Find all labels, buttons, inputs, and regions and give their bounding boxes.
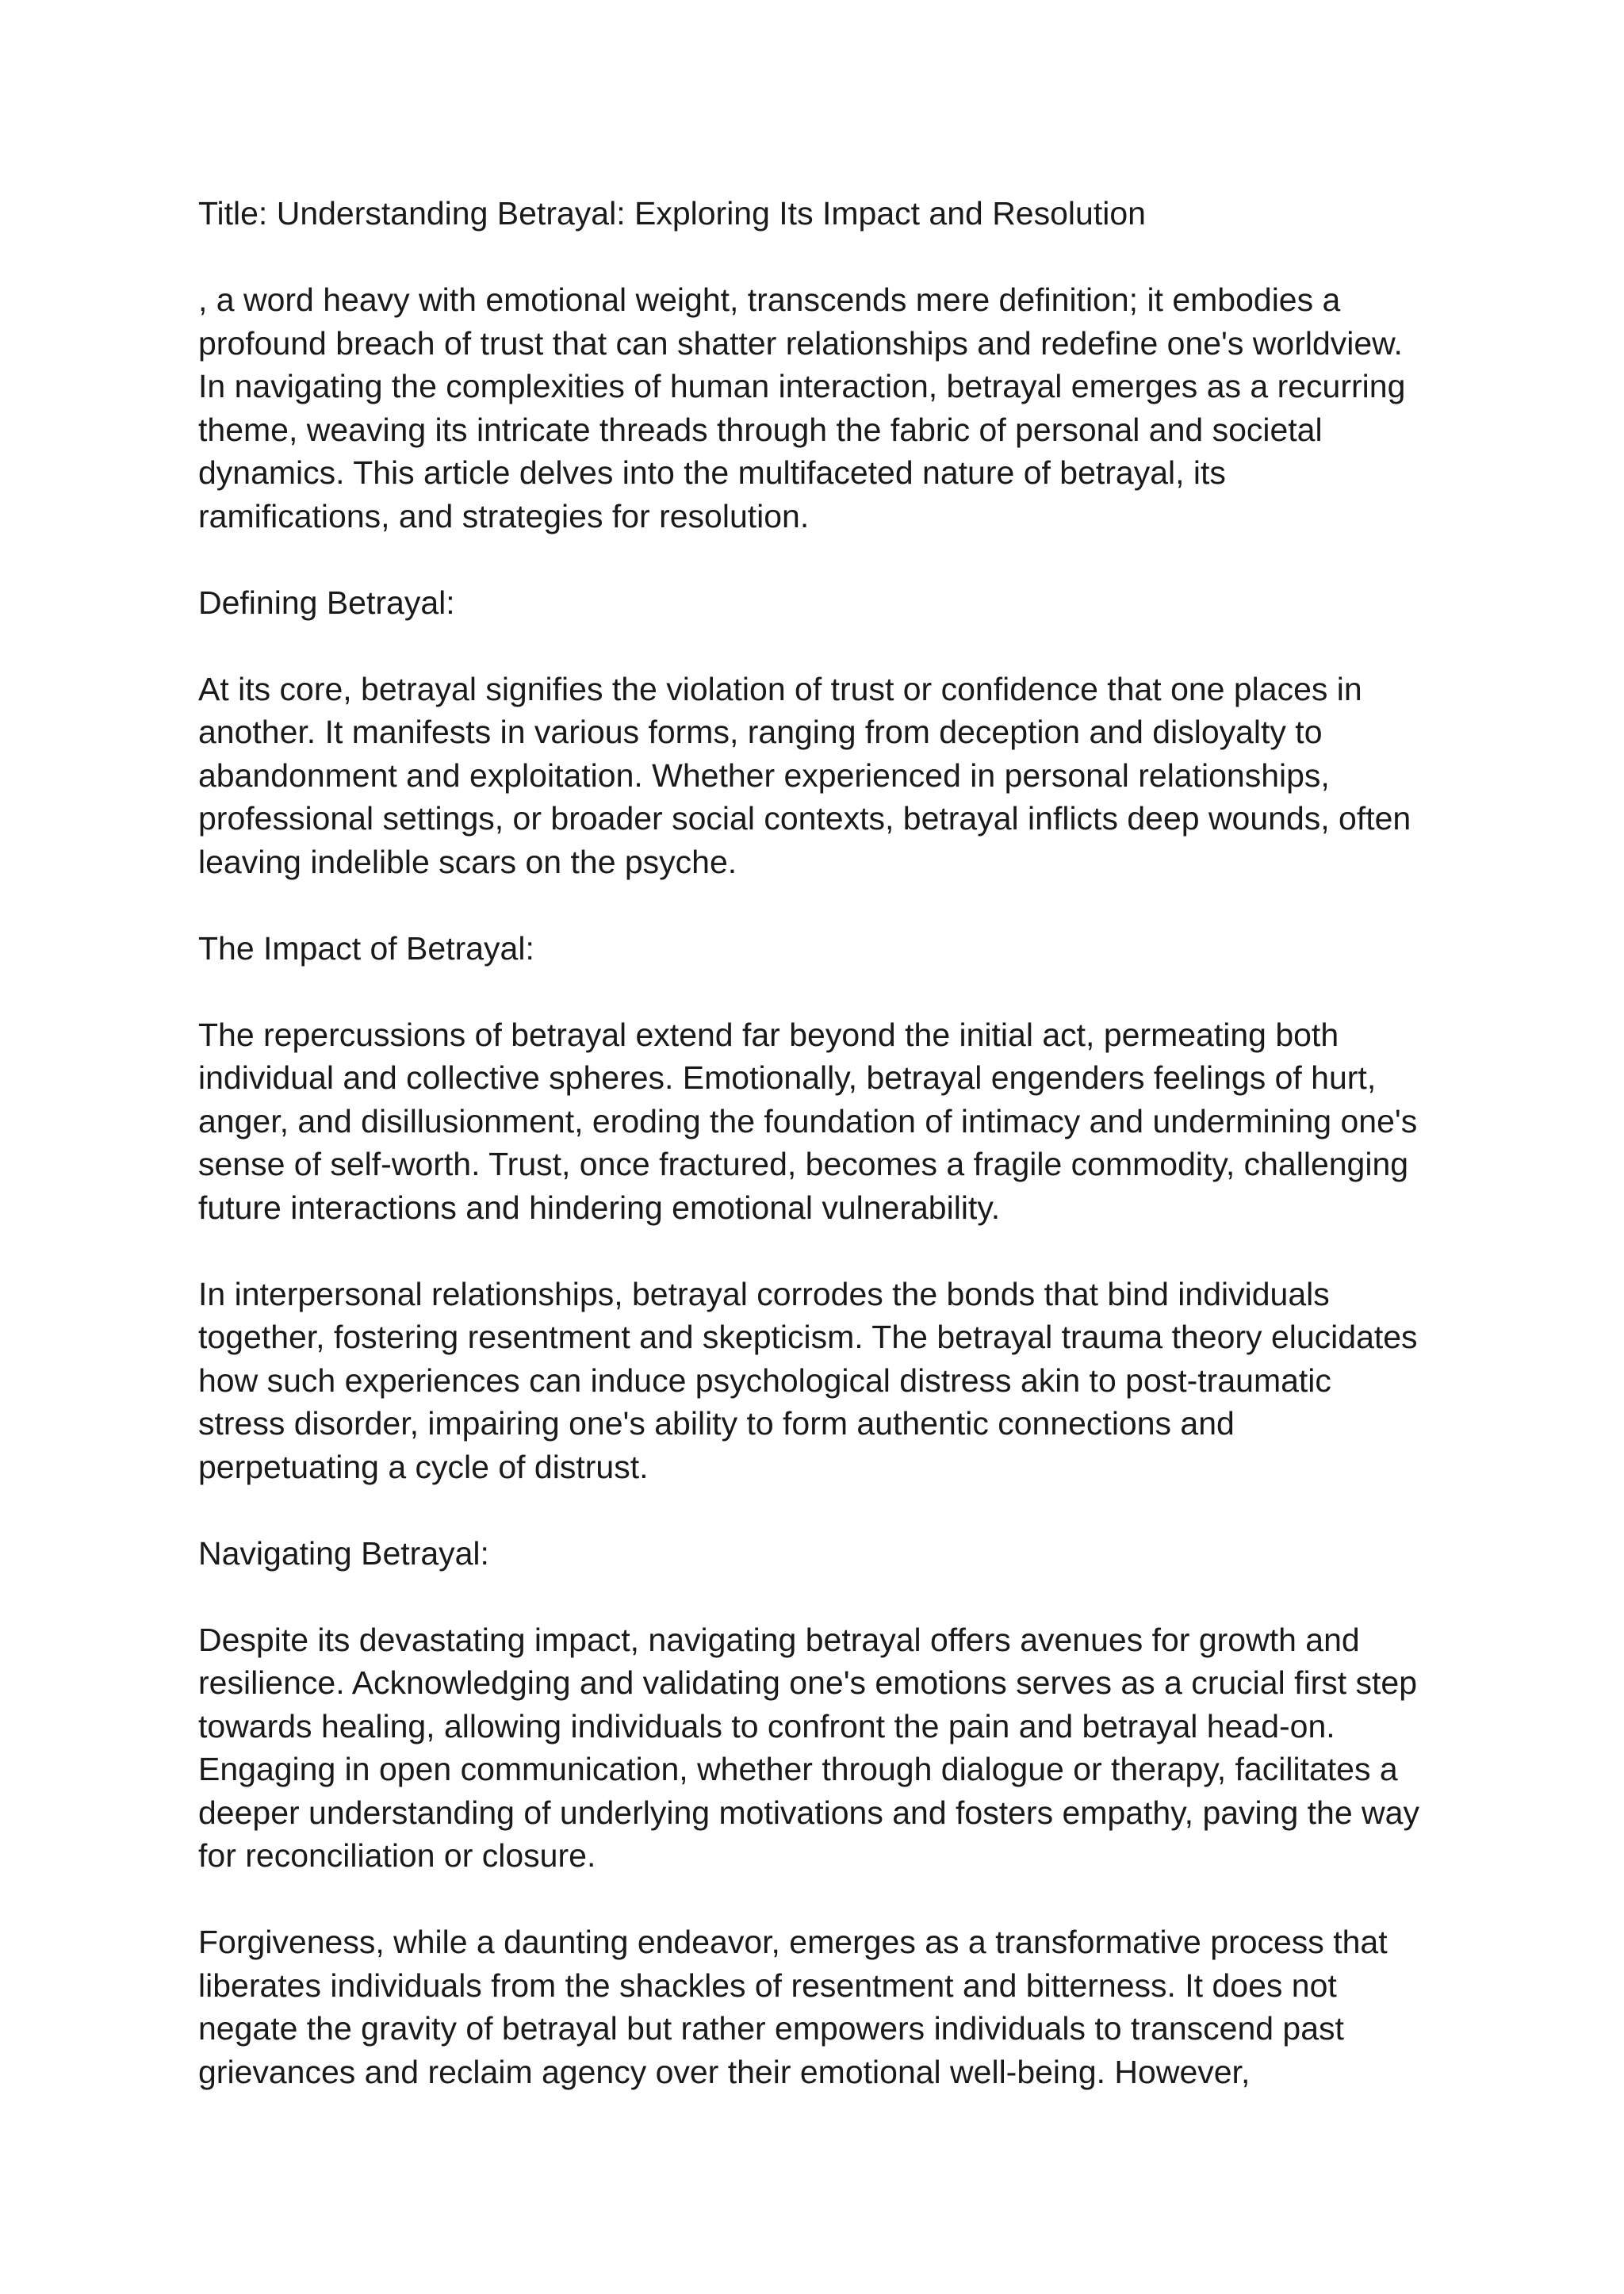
paragraph-navigating-forgiveness: Forgiveness, while a daunting endeavor, emerges as a transformative process that liberates individuals from the shackles of resentment and bitterness. It does not negate the gravity of betrayal but rather empowers individuals to transcend past grievances and reclaim agency over their emotional well-being. However, [198, 1924, 1388, 2090]
section-heading-defining-betrayal: Defining Betrayal: [198, 584, 455, 621]
section-heading-impact-of-betrayal: The Impact of Betrayal: [198, 929, 534, 967]
document-body [198, 192, 1451, 2093]
document-title: Title: Understanding Betrayal: Exploring Its Impact and Resolution [198, 195, 1146, 232]
paragraph-impact-interpersonal: In interpersonal relationships, betrayal corrodes the bonds that bind individuals together, fostering resentment and skepticism. The betrayal trauma theory elucidates how such experiences can induce psychological distress akin to post-traumatic stress disorder, impairing one's ability to form authentic connections and perpetuating a cycle of distrust. [198, 1275, 1418, 1485]
section-heading-navigating-betrayal: Navigating Betrayal: [198, 1534, 489, 1572]
paragraph-defining-betrayal: At its core, betrayal signifies the violation of trust or confidence that one places in another. It manifests in various forms, ranging from deception and disloyalty to abandonment and exploitation. Whether experienced in personal relationships, professional settings, or broader social contexts, betrayal inflicts deep wounds, often leaving indelible scars on the psyche. [198, 670, 1411, 880]
paragraph-navigating-growth: Despite its devastating impact, navigating betrayal offers avenues for growth and resilience. Acknowledging and validating one's emotions serves as a crucial first step towards healing, allowing individuals to confront the pain and betrayal head-on. Engaging in open communication, whether through dialogue or therapy, facilitates a deeper understanding of underlying motivations and fosters empathy, paving the way for reconciliation or closure. [198, 1621, 1419, 1874]
paragraph-impact-emotional: The repercussions of betrayal extend far beyond the initial act, permeating both individual and collective spheres. Emotionally, betrayal engenders feelings of hurt, anger, and disillusionment, eroding the foundation of intimacy and undermining one's sense of self-worth. Trust, once fractured, becomes a fragile commodity, challenging future interactions and hindering emotional vulnerability. [198, 1016, 1418, 1226]
intro-paragraph: , a word heavy with emotional weight, transcends mere definition; it embodies a profound breach of trust that can shatter relationships and redefine one's worldview. In navigating the complexities of human interaction, betrayal emerges as a recurring theme, weaving its intricate threads through the fabric of personal and societal dynamics. This article delves into the multifaceted nature of betrayal, its ramifications, and strategies for resolution. [198, 281, 1406, 534]
